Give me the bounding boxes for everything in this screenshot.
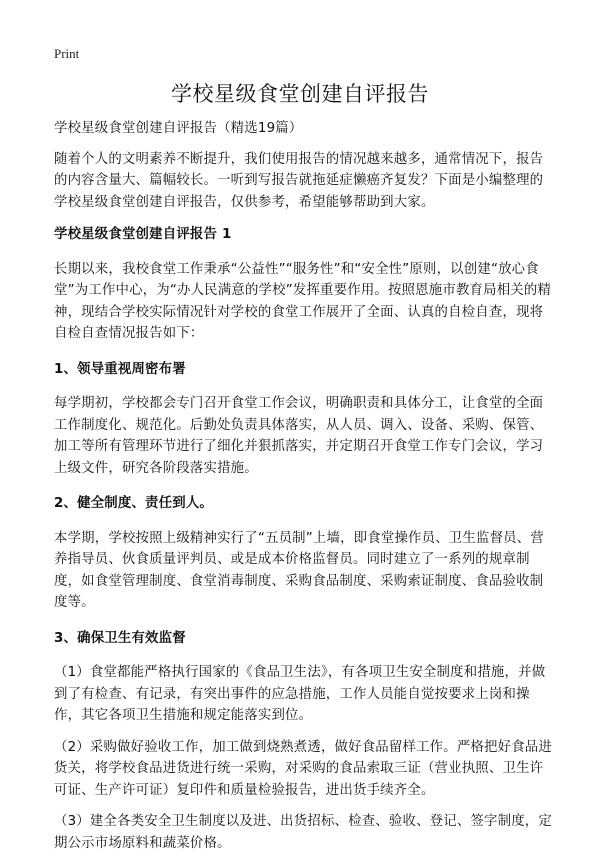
document-body bbox=[54, 118, 554, 864]
section-heading-2: 2、健全制度、责任到人。 bbox=[54, 496, 214, 511]
intro-paragraph: 随着个人的文明素养不断提升，我们使用报告的情况越来越多，通常情况下，报告的内容含量大、篇幅较长。一听到写报告就拖延症懒癌齐复发？下面是小编整理的学校星级食堂创建自评报告，仅供参考，希望能够帮助到大家。 bbox=[54, 151, 544, 210]
report-heading: 学校星级食堂创建自评报告 1 bbox=[54, 227, 232, 242]
section-paragraph-2: 本学期，学校按照上级精神实行了“五员制”上墙，即食堂操作员、卫生监督员、营养指导员、伙食质量评判员、或是成本价格监督员。同时建立了一系列的规章制度，如食堂管理制度、食堂消毒制度、采购食品制度、采购索证制度、食品验收制度等。 bbox=[54, 530, 544, 610]
report-intro-paragraph: 长期以来，我校食堂工作秉承“公益性”“服务性”和“安全性”原则，以创建“放心食堂”为工作中心，为“办人民满意的学校”发挥重要作用。按照恩施市教育局相关的精神，现结合学校实际情况针对学校的食堂工作展开了全面、认真的自检自查，现将自检自查情况报告如下： bbox=[54, 261, 552, 341]
document-subtitle: 学校星级食堂创建自评报告（精选19篇） bbox=[54, 121, 303, 136]
section-3-item-3: （3）建全各类安全卫生制度以及进、出货招标、检查、验收、登记、签字制度，定期公示市场原料和蔬菜价格。 bbox=[54, 814, 552, 851]
print-link[interactable]: Print bbox=[54, 46, 80, 61]
page-title: 学校星级食堂创建自评报告 bbox=[171, 82, 429, 106]
section-heading-1: 1、领导重视周密布署 bbox=[54, 361, 186, 377]
section-3-item-1: （1）食堂都能严格执行国家的《食品卫生法》，有各项卫生安全制度和措施，并做到了有检查、有记录，有突出事件的应急措施，工作人员能自觉按要求上岗和操作，其它各项卫生措施和规定能落实到位。 bbox=[54, 665, 546, 723]
section-heading-3: 3、确保卫生有效监督 bbox=[54, 630, 186, 646]
section-paragraph-1: 每学期初，学校都会专门召开食堂工作会议，明确职责和具体分工，让食堂的全面工作制度化、规范化。后勤处负责具体落实，从人员、调入、设备、采购、保管、加工等所有管理环节进行了细化并狠抓落实，并定期召开食堂工作专门会议，学习上级文件，研究各阶段落实措施。 bbox=[54, 396, 544, 476]
section-3-item-2: （2）采购做好验收工作，加工做到烧熟煮透，做好食品留样工作。严格把好食品进货关，将学校食品进货进行统一采购，对采购的食品索取三证（营业执照、卫生许可证、生产许可证）复印件和质量检验报告，进出货手续齐全。 bbox=[54, 739, 552, 798]
